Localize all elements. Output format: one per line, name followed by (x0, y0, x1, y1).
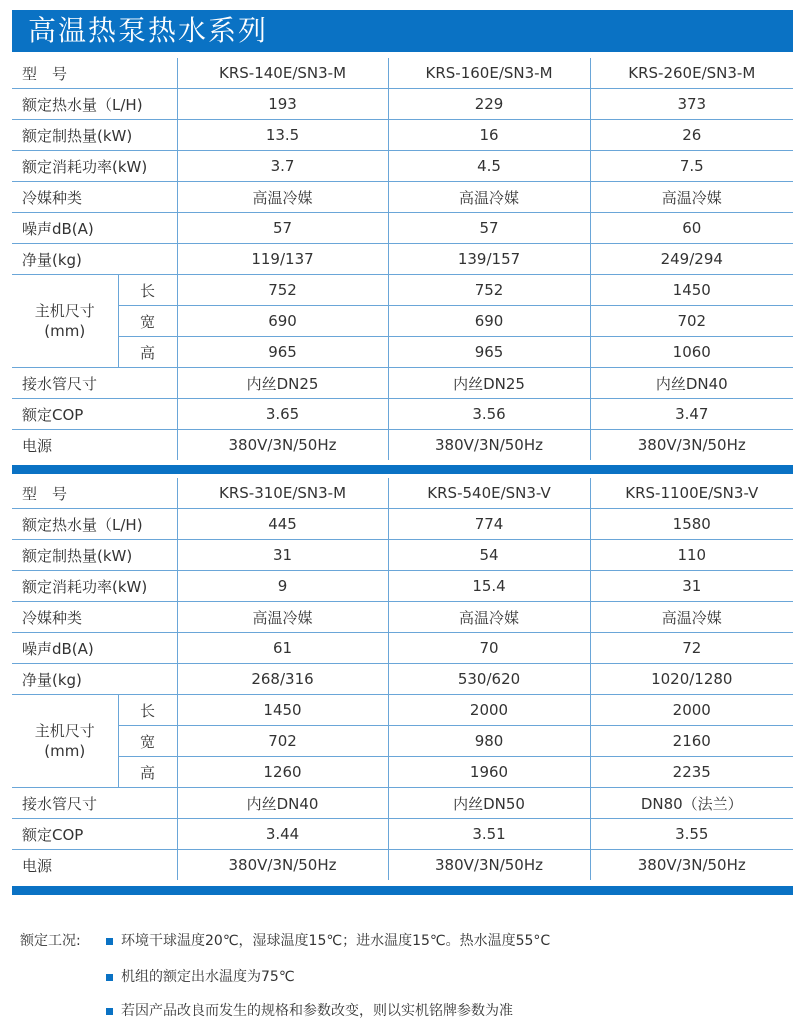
table-row (12, 368, 793, 399)
table-row (12, 430, 793, 461)
table-cell: 2000 (590, 695, 793, 726)
table-cell: 249/294 (590, 244, 793, 275)
table-cell: 15.4 (388, 571, 590, 602)
table-cell: 193 (177, 89, 388, 120)
table-cell: 380V/3N/50Hz (637, 856, 746, 874)
table-cell: 2000 (388, 695, 590, 726)
row-label: 冷媒种类 (12, 182, 177, 213)
table-row (12, 540, 793, 571)
table-cell: 690 (177, 306, 388, 337)
table-cell: 26 (590, 120, 793, 151)
table-cell: 1020/1280 (590, 664, 793, 695)
table-cell: 内丝DN40 (590, 368, 793, 399)
row-label: 噪声dB(A) (12, 633, 177, 664)
title-bar (12, 10, 793, 52)
table-cell: 13.5 (177, 120, 388, 151)
table-cell: 57 (388, 213, 590, 244)
dims-label: 主机尺寸 (34, 302, 95, 320)
dims-group-label (12, 695, 118, 788)
table-cell: 高温冷媒 (388, 182, 590, 213)
table-row (12, 695, 793, 726)
table-cell: 229 (388, 89, 590, 120)
table-cell: 高温冷媒 (590, 182, 793, 213)
table-cell: 690 (388, 306, 590, 337)
table-cell: 1260 (177, 757, 388, 788)
table-cell: 31 (590, 571, 793, 602)
table-cell: 530/620 (388, 664, 590, 695)
table-row (12, 213, 793, 244)
note-text: 若因产品改良而发生的规格和参数改变，则以实机铭牌参数为准 (121, 1003, 513, 1019)
table-cell: 3.65 (177, 399, 388, 430)
row-label: 接水管尺寸 (12, 368, 177, 399)
table-row (12, 306, 793, 337)
table-cell: 1450 (177, 695, 388, 726)
table-cell: 965 (177, 337, 388, 368)
note-text: 环境干球温度20℃，湿球温度15℃；进水温度15℃。热水温度55°C (121, 933, 551, 949)
row-label: 噪声dB(A) (12, 213, 177, 244)
table-cell: 1450 (590, 275, 793, 306)
table-cell: 70 (388, 633, 590, 664)
dims-unit: (mm) (44, 322, 86, 340)
row-label: 额定COP (12, 819, 177, 850)
table-cell: 774 (388, 509, 590, 540)
table-row (12, 58, 793, 89)
row-label: 接水管尺寸 (12, 788, 177, 819)
note-item (106, 966, 295, 986)
table-cell: 高温冷媒 (177, 602, 388, 633)
dims-label: 主机尺寸 (34, 722, 95, 740)
model-cell: KRS-1100E/SN3-V (590, 478, 793, 509)
table-cell: DN80（法兰） (590, 788, 793, 819)
table-cell: 2160 (590, 726, 793, 757)
table-cell: 16 (388, 120, 590, 151)
table-cell: 380V/3N/50Hz (388, 430, 590, 461)
table-row (12, 120, 793, 151)
table-cell: 60 (590, 213, 793, 244)
model-cell: KRS-540E/SN3-V (388, 478, 590, 509)
row-label: 型 号 (12, 478, 177, 509)
square-bullet-icon (106, 974, 113, 981)
dims-unit: (mm) (44, 742, 86, 760)
row-label: 额定制热量(kW) (12, 120, 177, 151)
table-row (12, 182, 793, 213)
table-cell: 内丝DN40 (177, 788, 388, 819)
model-cell: KRS-260E/SN3-M (590, 58, 793, 89)
table-cell: 高温冷媒 (177, 182, 388, 213)
model-cell: KRS-310E/SN3-M (177, 478, 388, 509)
row-label: 额定制热量(kW) (12, 540, 177, 571)
table-cell: 3.44 (177, 819, 388, 850)
table-cell: 752 (388, 275, 590, 306)
table-row (12, 571, 793, 602)
table-cell: 268/316 (177, 664, 388, 695)
table-cell: 445 (177, 509, 388, 540)
table-cell: 380V/3N/50Hz (388, 850, 590, 881)
table-cell: 内丝DN50 (388, 788, 590, 819)
table-row (12, 664, 793, 695)
table-cell: 3.7 (177, 151, 388, 182)
table-cell: 高温冷媒 (590, 602, 793, 633)
table-cell: 702 (590, 306, 793, 337)
model-cell: KRS-140E/SN3-M (177, 58, 388, 89)
table-cell: 61 (177, 633, 388, 664)
table-cell: 57 (177, 213, 388, 244)
table-row (12, 478, 793, 509)
row-label: 电源 (12, 430, 177, 461)
row-label: 型 号 (12, 58, 177, 89)
row-label: 长 (118, 695, 177, 726)
table-cell: 980 (388, 726, 590, 757)
model-cell: KRS-160E/SN3-M (388, 58, 590, 89)
table-cell: 380V/3N/50Hz (637, 436, 746, 454)
table-row (12, 275, 793, 306)
note-item (106, 930, 550, 950)
table-cell: 373 (590, 89, 793, 120)
table-row (12, 788, 793, 819)
table-row (12, 244, 793, 275)
table-cell: 965 (388, 337, 590, 368)
table-bottom-bar (12, 886, 793, 895)
table-row (12, 819, 793, 850)
table-cell: 380V/3N/50Hz (177, 850, 388, 881)
table-row (12, 337, 793, 368)
table-cell: 9 (177, 571, 388, 602)
table-cell: 380V/3N/50Hz (177, 430, 388, 461)
table-cell: 110 (590, 540, 793, 571)
table-cell: 1060 (590, 337, 793, 368)
row-label: 净量(kg) (12, 664, 177, 695)
row-label: 净量(kg) (12, 244, 177, 275)
notes-heading: 额定工况: (20, 933, 81, 949)
spec-table-1 (12, 58, 793, 460)
table-row (12, 850, 793, 881)
table-cell: 119/137 (177, 244, 388, 275)
table-row (12, 151, 793, 182)
table-cell: 7.5 (590, 151, 793, 182)
table-row (12, 509, 793, 540)
table-row (12, 757, 793, 788)
table-cell: 31 (177, 540, 388, 571)
square-bullet-icon (106, 938, 113, 945)
note-item (106, 1000, 513, 1020)
row-label: 冷媒种类 (12, 602, 177, 633)
table-cell: 3.51 (388, 819, 590, 850)
row-label: 长 (118, 275, 177, 306)
row-label: 高 (118, 757, 177, 788)
table-cell: 3.47 (590, 399, 793, 430)
table-cell: 54 (388, 540, 590, 571)
table-cell: 3.55 (590, 819, 793, 850)
dims-group-label (12, 275, 118, 368)
spec-table-2 (12, 478, 793, 880)
table-row (12, 726, 793, 757)
row-label: 高 (118, 337, 177, 368)
table-cell: 内丝DN25 (177, 368, 388, 399)
row-label: 额定热水量（L/H) (12, 509, 177, 540)
square-bullet-icon (106, 1008, 113, 1015)
table-cell: 1960 (388, 757, 590, 788)
table-cell: 3.56 (388, 399, 590, 430)
table-cell: 72 (590, 633, 793, 664)
row-label: 宽 (118, 726, 177, 757)
table-cell: 内丝DN25 (388, 368, 590, 399)
row-label: 额定消耗功率(kW) (12, 151, 177, 182)
table-cell: 752 (177, 275, 388, 306)
table-cell: 139/157 (388, 244, 590, 275)
row-label: 电源 (12, 850, 177, 881)
note-text: 机组的额定出水温度为75℃ (121, 969, 295, 985)
row-label: 额定热水量（L/H) (12, 89, 177, 120)
table-cell: 4.5 (388, 151, 590, 182)
row-label: 宽 (118, 306, 177, 337)
table-cell: 高温冷媒 (388, 602, 590, 633)
table-cell: 1580 (590, 509, 793, 540)
table-row (12, 602, 793, 633)
page-title: 高温热泵热水系列 (28, 14, 269, 47)
table-cell: 702 (177, 726, 388, 757)
table-separator (12, 465, 793, 474)
table-row (12, 399, 793, 430)
table-cell: 2235 (590, 757, 793, 788)
table-row (12, 89, 793, 120)
row-label: 额定COP (12, 399, 177, 430)
row-label: 额定消耗功率(kW) (12, 571, 177, 602)
table-row (12, 633, 793, 664)
